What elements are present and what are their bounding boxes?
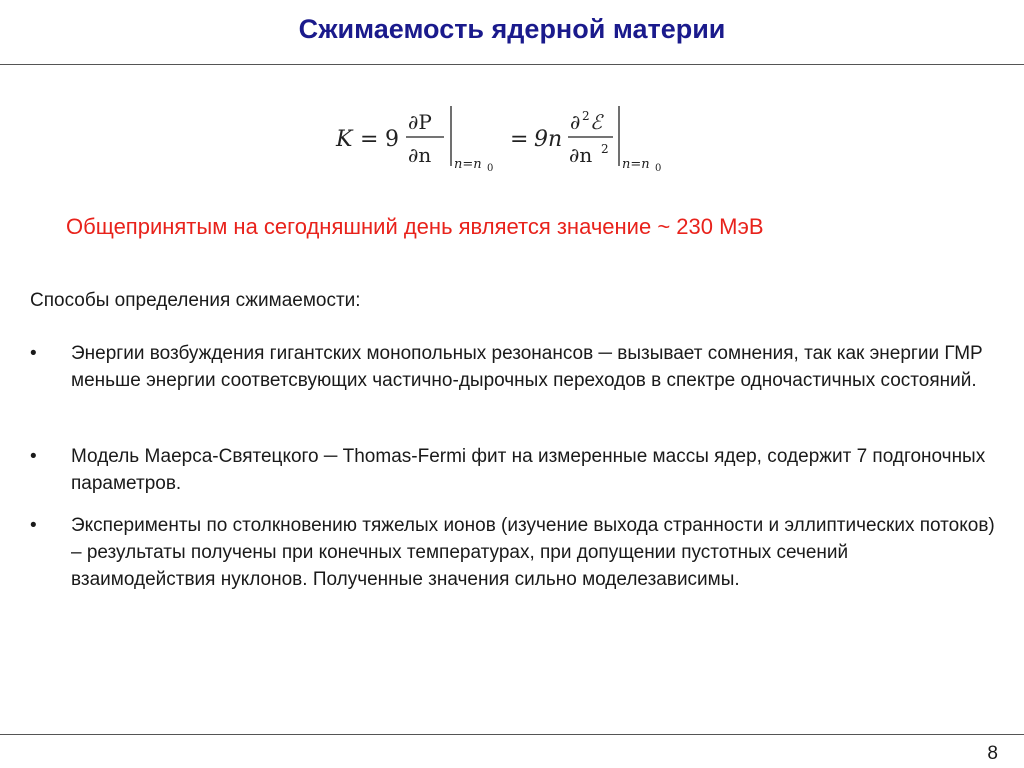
slide-title: Сжимаемость ядерной материи [298, 14, 726, 44]
bullet-marker: • [30, 515, 37, 536]
bullet-text: Энергии возбуждения гигантских монопольных резонансов ─ вызывает сомнения, так как энергии ГМР меньше энергии соответсвующих частично-дырочных переходов в спектре одночастичных состояний. [71, 343, 983, 391]
formula-energy: ℰ [590, 110, 603, 134]
bullet-marker: • [30, 446, 37, 467]
formula-sub-2: n=n [622, 157, 650, 172]
formula-sub-zero-2: 0 [655, 163, 662, 174]
methods-heading: Способы определения сжимаемости: [30, 290, 361, 311]
bullet-text: Модель Маерса-Святецкого ─ Thomas-Fermi фит на измеренные массы ядер, содержит 7 подгоночных параметров. [71, 446, 986, 494]
bullet-marker: • [30, 343, 37, 364]
formula-nine-n: 9n [534, 127, 563, 152]
formula-eq1: = [360, 127, 379, 152]
footer-divider [0, 734, 1024, 735]
bullet-text: Эксперименты по столкновению тяжелых ионов (изучение выхода странности и эллиптических потоков) – результаты получены при конечных температурах, при допущении пустотных сечений взаимодействия нуклонов. Полученные значения сильно моделезависимы. [71, 515, 995, 590]
page-number: 8 [987, 743, 998, 764]
accepted-value-statement: Общепринятым на сегодняшний день является значение ~ 230 МэВ [66, 214, 764, 239]
formula-nine: 9 [385, 127, 399, 152]
formula-dp: ∂P [408, 110, 432, 134]
formula-dn2: ∂n [569, 143, 593, 167]
formula-eq2: = [510, 127, 529, 152]
formula-sup-2a: 2 [582, 109, 590, 123]
formula-sub-zero-1: 0 [487, 163, 494, 174]
title-divider [0, 64, 1024, 65]
formula-sup-2b: 2 [601, 142, 609, 156]
compressibility-formula [330, 100, 670, 180]
formula-k: K [336, 127, 353, 152]
formula-d2: ∂ [570, 110, 581, 134]
formula-sub-1: n=n [454, 157, 482, 172]
formula-dn: ∂n [408, 143, 432, 167]
